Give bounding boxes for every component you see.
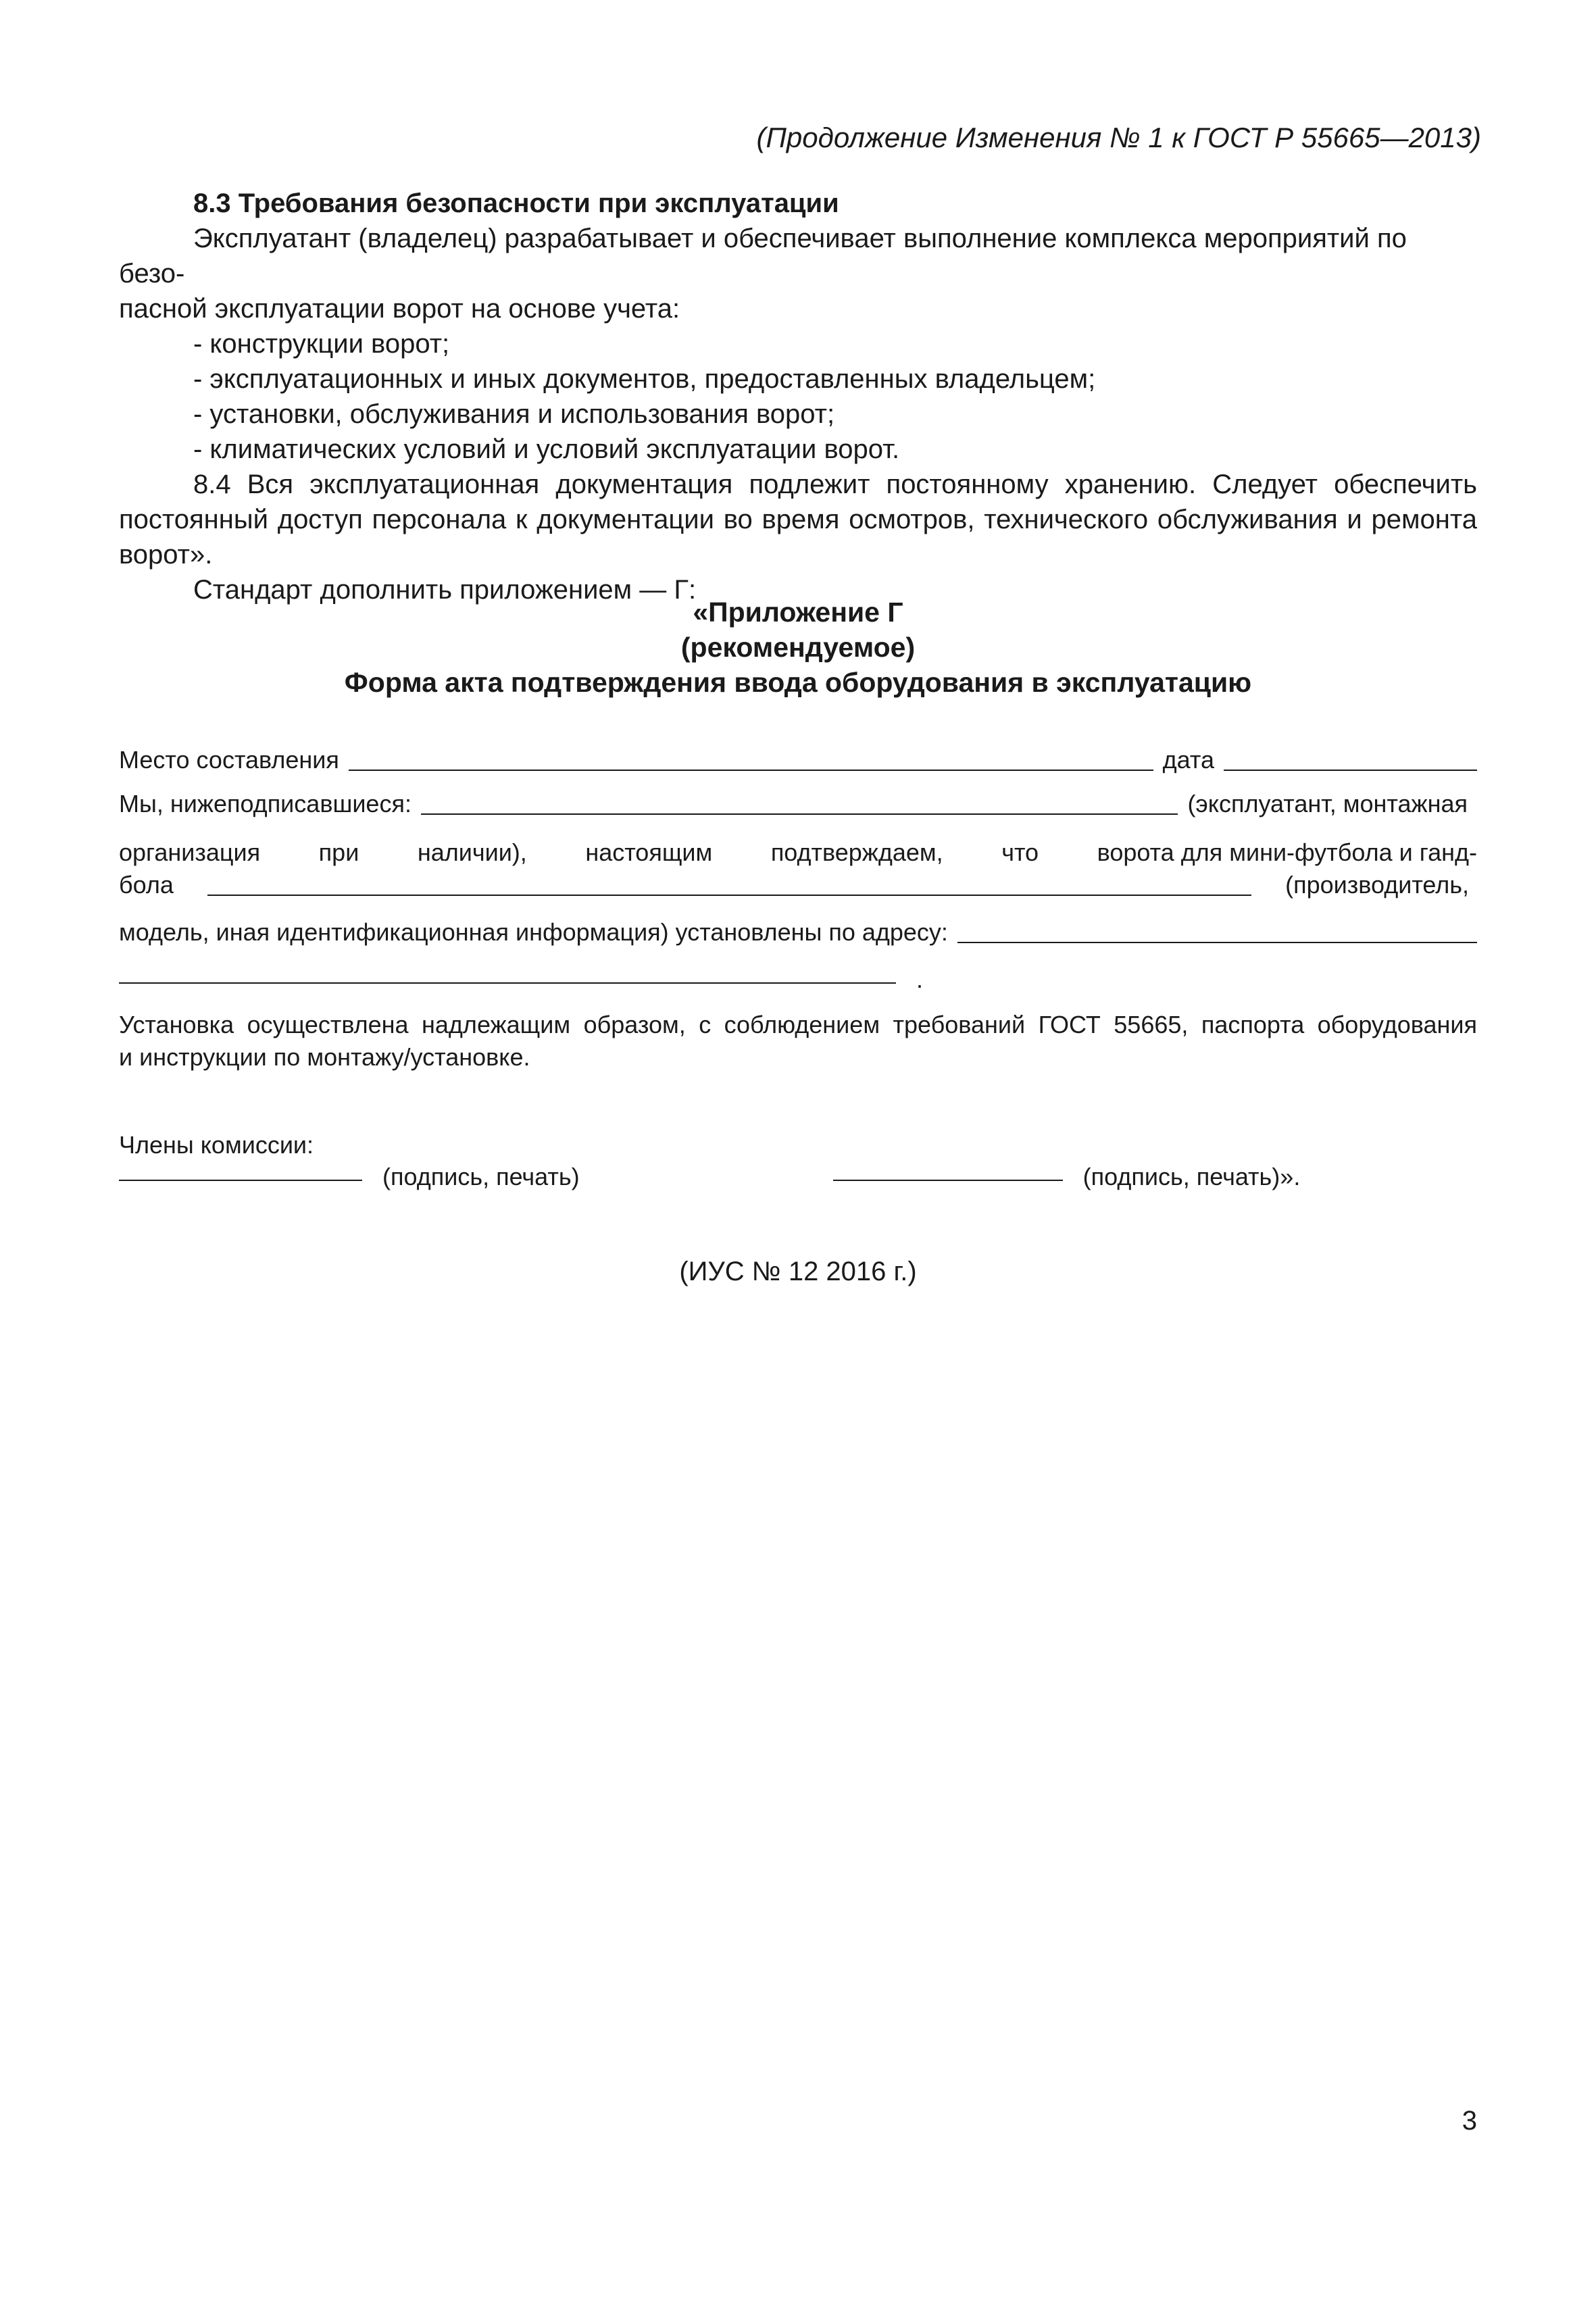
intro-line-1: Эксплуатант (владелец) разрабатывает и обеспечивает выполнение комплекса мероприятий по безо-	[119, 224, 1407, 288]
form-title: Форма акта подтверждения ввода оборудования в эксплуатацию	[344, 667, 1252, 698]
org-word: при	[318, 838, 359, 866]
section-8-3	[119, 186, 1477, 607]
confirmation-paragraph	[119, 1009, 1477, 1074]
date-field[interactable]	[1224, 770, 1477, 771]
commission-label: Члены комиссии:	[119, 1131, 314, 1159]
signatories-label: Мы, нижеподписавшиеся:	[119, 790, 412, 818]
confirmation-line-1: Установка осуществлена надлежащим образом, с соблюдением требований ГОСТ 55665, паспорта оборудования	[119, 1011, 1477, 1038]
address-field-continued[interactable]	[119, 982, 896, 984]
list-item: - эксплуатационных и иных документов, предоставленных владельцем;	[193, 364, 1096, 394]
date-label: дата	[1162, 746, 1214, 774]
list-item: - конструкции ворот;	[193, 329, 450, 359]
signatories-suffix: (эксплуатант, монтажная	[1187, 790, 1468, 818]
appendix-title: «Приложение Г	[693, 597, 903, 628]
org-word: подтверждаем,	[770, 838, 943, 866]
form-row-signatories	[119, 789, 1477, 819]
org-word: ворота для мини-футбола и ганд-	[1097, 838, 1477, 866]
org-word: организация	[119, 838, 261, 866]
appendix-status: (рекомендуемое)	[680, 632, 916, 663]
signature-row	[119, 1162, 1477, 1192]
signature-caption-2: (подпись, печать)».	[1082, 1163, 1301, 1190]
signature-caption-1: (подпись, печать)	[382, 1163, 580, 1190]
org-word: что	[1001, 838, 1039, 866]
para-8-4-line-3: ворот».	[119, 540, 213, 570]
running-head: (Продолжение Изменения № 1 к ГОСТ Р 55665—2013)	[756, 122, 1481, 153]
form-row-organization	[119, 838, 1477, 867]
page-number: 3	[1462, 2106, 1477, 2136]
form-row-address	[119, 917, 1477, 947]
signature-field-2[interactable]	[833, 1180, 1063, 1181]
appendix-heading	[119, 595, 1477, 700]
org-word: наличии),	[417, 838, 527, 866]
org-word: настоящим	[585, 838, 713, 866]
list-item: - климатических условий и условий эксплуатации ворот.	[193, 434, 900, 464]
place-label: Место составления	[119, 746, 339, 774]
intro-line-2: пасной эксплуатации ворот на основе учета:	[119, 294, 680, 324]
signatories-field[interactable]	[421, 813, 1178, 815]
para-8-4-line-2: постоянный доступ персонала к документации во время осмотров, технического обслуживания и ремонта	[119, 505, 1477, 534]
model-label: модель, иная идентификационная информация) установлены по адресу:	[119, 918, 948, 946]
addendum-note: Стандарт дополнить приложением — Г:	[193, 575, 697, 605]
address-end: .	[916, 965, 924, 993]
form-row-address-cont	[119, 965, 1477, 995]
confirmation-line-2: и инструкции по монтажу/установке.	[119, 1043, 530, 1071]
place-field[interactable]	[349, 770, 1153, 771]
para-8-4-line-1: 8.4 Вся эксплуатационная документация подлежит постоянному хранению. Следует обеспечить	[193, 470, 1477, 499]
form-row-place	[119, 745, 1477, 775]
form-row-handball	[119, 870, 1477, 900]
signature-field-1[interactable]	[119, 1180, 362, 1181]
list-item: - установки, обслуживания и использования ворот;	[193, 399, 835, 429]
address-field[interactable]	[957, 942, 1477, 943]
handball-suffix: (производитель,	[1285, 871, 1469, 899]
section-heading: 8.3 Требования безопасности при эксплуатации	[193, 188, 839, 218]
handball-prefix: бола	[119, 871, 174, 899]
manufacturer-field[interactable]	[207, 895, 1251, 896]
ius-reference: (ИУС № 12 2016 г.)	[679, 1257, 917, 1286]
